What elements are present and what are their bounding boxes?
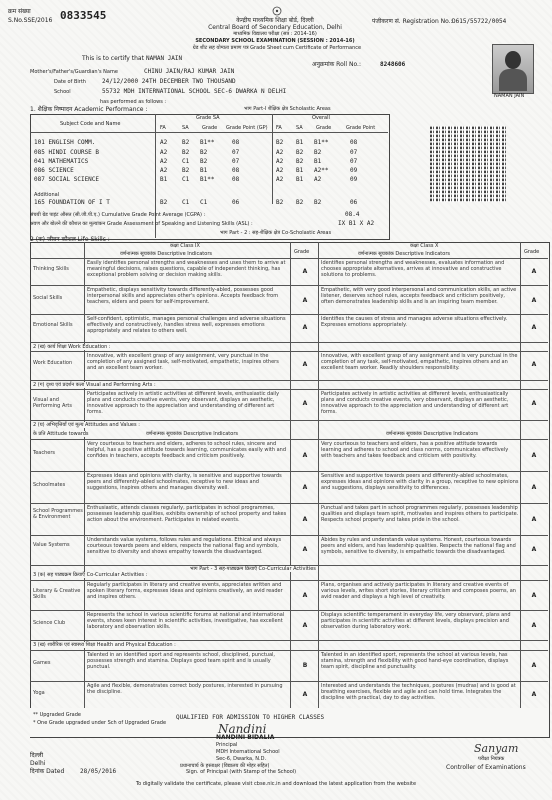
part1-title: 1. शैक्षिक निष्पादन Academic Performance :	[30, 106, 148, 113]
dob-label: Date of Birth	[54, 79, 86, 85]
school-name: 55732 MDH INTERNATIONAL SCHOOL SEC-6 DWARKA N DELHI	[102, 88, 287, 95]
grade-sa-header: Grade SA	[196, 115, 220, 121]
col-header: Grade	[202, 125, 218, 131]
emblem-icon	[270, 6, 284, 16]
class-ix-header: कक्षा Class IX	[170, 243, 200, 249]
performance-label: has performed as follows :	[100, 99, 167, 105]
serial-number: 0833545	[60, 9, 107, 22]
dob-value: 24/12/2000 24TH DECEMBER TWO THOUSAND	[102, 78, 236, 85]
qualified-remark: QUALIFIED FOR ADMISSION TO HIGHER CLASSES	[176, 714, 325, 721]
registration-number: D615/55722/0054	[452, 18, 507, 25]
certify-label: This is to certify that	[82, 55, 144, 62]
desc-header: वर्णनात्मक सूचकांक Descriptive Indicators	[358, 251, 450, 257]
part3-title: भाग Part - 3 सह-पाठ्यक्रम क्रियाएँ Co-Curricular Activities	[190, 566, 316, 572]
desc-header: वर्णनात्मक सूचकांक Descriptive Indicators	[386, 431, 478, 437]
class-x-header: कक्षा Class X	[410, 243, 439, 249]
board-name-hindi: केन्द्रीय माध्यमिक शिक्षा बोर्ड, दिल्ली	[236, 17, 314, 24]
health-title: 3 (ख) शारीरिक एवं स्वास्थ्य शिक्षा Health and Physical Education :	[33, 642, 176, 648]
work-title: 2 (ख) कार्य शिक्षा Work Education :	[33, 344, 111, 350]
parents-name: CHINU JAIN/RAJ KUMAR JAIN	[144, 68, 235, 75]
controller-label: Controller of Examinations	[446, 764, 526, 771]
attitudes-title: 2 (घ) अभिवृत्तियाँ एवं मूल्य Attitudes and Values :	[33, 422, 140, 428]
upgraded-label: * One Grade upgraded under Sch of Upgraded Grade	[33, 720, 167, 726]
roll-label: अनुक्रमांक Roll No.:	[312, 61, 361, 68]
student-name: NAMAN JAIN	[146, 55, 183, 62]
cgpa-value: 08.4	[345, 211, 360, 218]
principal-signature: Nandini	[218, 722, 267, 736]
stamp-label: Sign. of Principal (with Stamp of the School)	[186, 769, 297, 775]
principal-title: Principal	[216, 742, 238, 748]
asl-value: IX B1 X A2	[338, 220, 375, 227]
roll-number: 8248606	[380, 61, 406, 68]
board-name: Central Board of Secondary Education, Delhi	[208, 24, 342, 31]
place: Delhi	[30, 760, 46, 767]
cgpa-label: संचयी ग्रेड पाइंट औसत (सी.जी.पी.ए.) Cumulative Grade Point Average (CGPA) :	[30, 212, 206, 218]
desc-header: वर्णनात्मक सूचकांक Descriptive Indicators	[120, 251, 212, 257]
grade-header: Grade	[294, 249, 310, 255]
attitude-header: के प्रति Attitude towards	[33, 431, 89, 437]
principal-school: MDH International School	[216, 749, 280, 755]
desc-header: वर्णनात्मक सूचकांक Descriptive Indicators	[146, 431, 238, 437]
date-value: 28/05/2016	[80, 768, 117, 775]
col-header: Grade Point (GP)	[226, 125, 268, 131]
stamp-label-hindi: प्रधानाचार्य के हस्ताक्षर (विद्यालय की मोहर सहित)	[180, 763, 270, 769]
subject-header: Subject Code and Name	[60, 121, 121, 127]
activities-title: 3 (क) सह पाठ्यक्रम क्रियाएँ Co-Curricular Activities :	[33, 572, 148, 578]
col-header: SA	[296, 125, 303, 131]
place-hindi: दिल्ली	[30, 752, 44, 759]
asl-label: श्रवण और बोलने की कौशल का मूल्यांकन Grade Assessment of Speaking and Listening Skills (ASL) :	[30, 221, 253, 227]
exam-name: SECONDARY SCHOOL EXAMINATION (SESSION : 2014-16)	[195, 38, 355, 44]
col-header: Grade Point	[346, 125, 376, 131]
photo-caption: NAMAN JAIN	[494, 93, 525, 99]
col-header: SA	[182, 125, 189, 131]
registration-label: पंजीकरण सं. Registration No.:	[372, 18, 453, 25]
col-header: FA	[160, 125, 166, 131]
grade-header: Grade	[524, 249, 540, 255]
certificate-page: क्रम संख्या S.No.SSE/2016 0833545 केन्द्रीय माध्यमिक शिक्षा बोर्ड, दिल्ली Central Board of Secondary Education, Delhi माध्यमिक विद्यालय परीक्षा (सत्र : 2014-16) SECONDARY SCHOOL EXAMINATION (SESSION : 2014-16) ग्रेड शीट सह योग्यता प्रमाण पत्र Grade Sheet cum Certificate of Performance पंजीकरण सं. Registration No.: D615/55722/0054 NAMAN JAIN This is to certify that NAMAN JAIN अनुक्रमांक Roll No.: 8248606 Mother's/Father's/Guardian's Name CHINU JAIN/RAJ KUMAR JAIN Date of Birth 24/12/2000 24TH DECEMBER TWO THOUSAND School 55732 MDH INTERNATIONAL SCHOOL SEC-6 DWARKA N DELHI has performed as follows : 1. शैक्षिक निष्पादन Academic Performance : भाग Part-I शैक्षिक क्षेत्र Scholastic Areas Subject Code and Name Grade SA Overall FA SA Grade Grade Point (GP) FA SA Grade Grade Point 101 ENGLISH COMM. A2 B2 B1** 08 B2 B1 B1** 08 085 HINDI COURSE B A2 B2 B2 07 A2 B2 B2 07 041 MATHEMATICS A2 C1 B2 07 A2 B2 B1 07 086 SCIENCE A2 B2 B1 08 A2 B1 A2** 09 087 SOCIAL SCIENCE B1 C1 B1** 08 A2 B1 A2 09 Additional 165 FOUNDATION OF I T B2 C1 C1 06 B2 B2 B2 06 संचयी ग्रेड पाइंट औसत (सी.जी.पी.ए.) Cumulative Grade Point Average (CGPA) : 08.4 श्रवण और बोलने की कौशल का मूल्यांकन Grade Assessment of Speaking and Listening Skills (ASL) : IX B1 X A2 भाग Part - 2 : सह-शैक्षिक क्षेत्र Co-Scholastic Areas 2 (क) जीवन कौशल Life Skills : कक्षा Class IX कक्षा Class X वर्णनात्मक सूचकांक Descriptive Indicators वर्णनात्मक सूचकांक Descriptive Indicators Grade Grade Thinking Skills Easily identifies personal strengths and weaknesses and uses them to arrive at meaningful decisions, raises questions, capable of independent thinking, has exceptional problem solving or decision making skills. A Identifies personal strengths and weaknesses, evaluates information and chooses appropriate alternatives, arrives at innovative and constructive solutions to problems. A Social Skills Empathetic, displays sensitivity towards differently-abled, possesses good interpersonal skills and appreciates other's opinions. Accepts feedback from teachers, elders and peers for self-improvement. A Empathetic, with very good interpersonal and communication skills, an active listener, deserves school rules, accepts feedback and criticism positively, often demonstrates leadership skills and is an inspiring team member. A Emotional Skills Self-confident, optimistic, manages personal challenges and adverse situations effectively and constructively, handles stress well, expresses emotions appropriately and relates to others well. A Identifies the causes of stress and manages adverse situations effectively. Expresses emotions appropriately. A 2 (ख) कार्य शिक्षा Work Education : Work Education Innovative, with excellent grasp of any assignment, very punctual in the completion of any assigned task, self-motivated, empathetic, inspires others and an excellent team worker. A Innovative, with excellent grasp of any assignment and is very punctual in the completion of any task, self-motivated, empathetic, inspires others and an excellent team worker. Readily shoulders responsibility. A 2 (ग) दृश्य एवं प्रदर्शन कला Visual and Performing Arts : Visual and Performing Arts Participates actively in artistic activities at different levels, enthusiastic daily plans and conducts creative events, very observant, displays an aesthetic, innovative approach to the appreciation and understanding of different art forms. A Participates actively in artistic activities at different levels, enthusiastically plans and conducts creative events, very observant, displays an aesthetic, innovative approach to the appreciation and understanding of different art forms. A 2 (घ) अभिवृत्तियाँ एवं मूल्य Attitudes and Values : के प्रति Attitude towards वर्णनात्मक सूचकांक Descriptive Indicators वर्णनात्मक सूचकांक Descriptive Indicators Teachers Very courteous to teachers and elders, adheres to school rules, sincere and helpful, has a positive attitude towards learning, communicates easily with and confides in teachers, accepts feedback and criticism positively. A Very courteous to teachers and elders, has a positive attitude towards learning and adheres to school and class norms, communicates effectively with teachers and takes feedback and criticism with positivity. A Schoolmates Expresses ideas and opinions with clarity, is sensitive and supportive towards peers and differently-abled schoolmates, receptive to new ideas and suggestions, inspires others and manages diversity well. A Sensitive and supportive towards peers and differently-abled schoolmates, expresses ideas and opinions with clarity in a group, receptive to new opinions and suggestions, displays sensitivity to differences. A School Programmes & Environment Enthusiastic, attends classes regularly, participates in school programmes, possesses leadership qualities, exhibits ownership of school property and takes action about the environment. Participates in related events. A Punctual and takes part in school programmes regularly, possesses leadership qualities and displays team spirit, motivates and inspires others to participate. Respects school property and takes pride in the school. A Value Systems Understands value systems, follows rules and regulations. Ethical and always courteous towards peers and elders, respects the national flag and symbols, sensitive to diversity and shows empathy towards the disadvantaged. A Abides by rules and understands value systems. Honest, courteous towards peers and elders, and has leadership qualities. Respects the national flag and symbols, sensitive to diversity, is empathetic towards the disadvantaged. A भाग Part - 3 सह-पाठ्यक्रम क्रियाएँ Co-Curricular Activities 3 (क) सह पाठ्यक्रम क्रियाएँ Co-Curricular Activities : Literary & Creative Skills Regularly participates in literary and creative events, appreciates written and spoken literary forms, expresses ideas and opinions creatively, an avid reader and inspires others. A Plans, organises and actively participates in literary and creative events of various levels, writes short stories, literary criticism and composes poems, an avid reader and displays a high level of creativity. A Science Club Represents the school in various scientific forums at national and international events, shows keen interest in scientific activities, investigative, has excellent laboratory and observation skills. A Displays scientific temperament in everyday life, very observant, plans and participates in scientific activities at different levels, displays precision and observation during laboratory work. A 3 (ख) शारीरिक एवं स्वास्थ्य शिक्षा Health and Physical Education : Games Talented in an identified sport and represents school, disciplined, punctual, possesses strength and stamina. Displays good team spirit and is usually punctual. B Talented in an identified sport, represents the school at various levels, has stamina, strength and flexibility with good hand-eye coordination, displays team spirit, discipline and punctuality. A Yoga Agile and flexible, demonstrates correct body postures, interested in pursuing the discipline. A Interested and understands the techniques, postures (mudras) and is good at breathing exercises, flexible and agile and can hold time. Integrates the discipline with practical, day to day activities. A ** Upgraded Grade * One Grade upgraded under Sch of Upgraded Grade QUALIFIED FOR ADMISSION TO HIGHER CLASSES Nandini NANDINI BIDALIA Principal MDH International School Sec-6, Dwarka, N.D. प्रधानाचार्य के हस्ताक्षर (विद्यालय की मोहर सहित) Sign. of Principal (with Stamp of the School) दिल्ली Delhi दिनांक Dated 28/05/2016 Sanyam परीक्षा नियंत्रक Controller of Examinations To digitally validate the certificate, please visit cbse.nic.in and download the latest application from the website	[0, 0, 552, 800]
date-label: दिनांक Dated	[30, 768, 65, 775]
validation-note: To digitally validate the certificate, please visit cbse.nic.in and download the latest application from the website	[135, 781, 417, 787]
school-label: School	[54, 89, 71, 95]
parents-label: Mother's/Father's/Guardian's Name	[30, 69, 118, 75]
principal-address: Sec-6, Dwarka, N.D.	[216, 756, 267, 762]
arts-title: 2 (ग) दृश्य एवं प्रदर्शन कला Visual and Performing Arts :	[33, 382, 156, 388]
exam-name-hindi: माध्यमिक विद्यालय परीक्षा (सत्र : 2014-16)	[233, 31, 317, 37]
serial-label-hindi: क्रम संख्या	[8, 8, 31, 15]
overall-header: Overall	[312, 115, 330, 121]
part2-title: भाग Part - 2 : सह-शैक्षिक क्षेत्र Co-Scholastic Areas	[220, 230, 332, 236]
life-skills-title: 2 (क) जीवन कौशल Life Skills :	[30, 236, 110, 243]
col-header: FA	[276, 125, 282, 131]
principal-name: NANDINI BIDALIA	[216, 734, 275, 741]
student-photo	[492, 44, 534, 94]
certificate-title: ग्रेड शीट सह योग्यता प्रमाण पत्र Grade Sheet cum Certificate of Performance	[192, 45, 362, 51]
serial-label: S.No.SSE/2016	[8, 17, 53, 24]
additional-label: Additional	[34, 192, 60, 198]
controller-signature: Sanyam	[474, 742, 519, 755]
upgraded-note: ** Upgraded Grade	[33, 712, 81, 718]
qr-code	[430, 126, 506, 202]
controller-label-hindi: परीक्षा नियंत्रक	[478, 756, 505, 762]
part1-title-right: भाग Part-I शैक्षिक क्षेत्र Scholastic Areas	[244, 106, 331, 112]
col-header: Grade	[316, 125, 332, 131]
